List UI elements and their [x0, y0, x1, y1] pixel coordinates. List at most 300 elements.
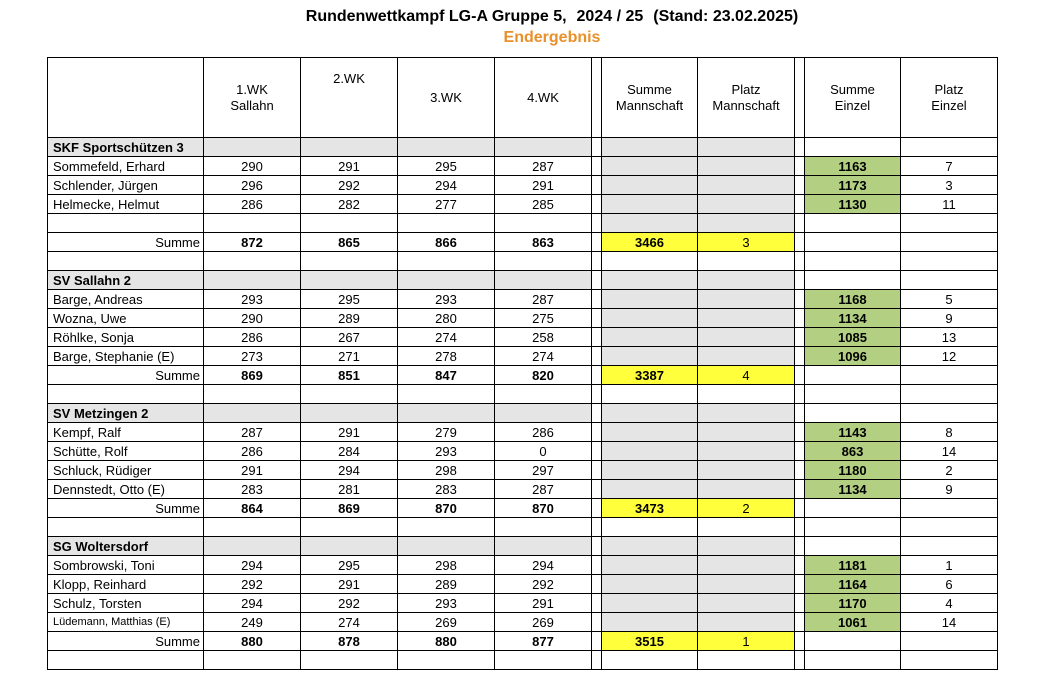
member-wk2-score: 291: [301, 575, 398, 594]
summe-empty-p: [901, 233, 998, 252]
member-summe-m: [602, 176, 698, 195]
spacer-cell: [795, 214, 805, 233]
spacer-cell: [592, 366, 602, 385]
spacer-cell: [795, 138, 805, 157]
header-summe-einzel: [805, 58, 901, 138]
member-summe-m: [602, 423, 698, 442]
summe-empty-e: [805, 632, 901, 651]
spacer-cell: [592, 176, 602, 195]
member-wk4-score: 291: [495, 176, 592, 195]
header-wk4: 4.WK: [495, 58, 592, 138]
spacer-cell: [592, 404, 602, 423]
member-wk3-score: 289: [398, 575, 495, 594]
member-wk2-score: 282: [301, 195, 398, 214]
member-wk4-score: 287: [495, 157, 592, 176]
member-wk2-score: [301, 214, 398, 233]
team-header-platz-e: [901, 404, 998, 423]
spacer-cell: [592, 58, 602, 138]
member-wk1-score: 293: [204, 290, 301, 309]
team-header-platz-m: [698, 537, 795, 556]
empty-cell: [805, 252, 901, 271]
member-wk3-score: 293: [398, 594, 495, 613]
member-rank: 9: [901, 480, 998, 499]
empty-cell: [495, 252, 592, 271]
team-total-wk2: 865: [301, 233, 398, 252]
member-name: Schütte, Rolf: [48, 442, 204, 461]
member-row: [48, 423, 998, 442]
team-header-wk4: [495, 537, 592, 556]
empty-row: [48, 518, 998, 537]
member-name: Lüdemann, Matthias (E): [48, 613, 204, 632]
header-summe-mannschaft: [602, 58, 698, 138]
team-header-wk1: [204, 537, 301, 556]
member-wk1-score: 290: [204, 157, 301, 176]
member-rank: 12: [901, 347, 998, 366]
spacer-cell: [795, 632, 805, 651]
member-wk4-score: 297: [495, 461, 592, 480]
spacer-cell: [795, 195, 805, 214]
team-header-wk1: [204, 138, 301, 157]
spacer-cell: [795, 404, 805, 423]
spacer-cell: [795, 442, 805, 461]
team-total-wk2: 851: [301, 366, 398, 385]
title-main: Rundenwettkampf LG-A Gruppe 5,: [305, 8, 567, 25]
team-sum: 3466: [602, 233, 698, 252]
member-rank: 8: [901, 423, 998, 442]
member-wk3-score: 280: [398, 309, 495, 328]
team-name: SV Sallahn 2: [48, 271, 204, 290]
member-row: [48, 575, 998, 594]
header-platz-mannschaft: [698, 58, 795, 138]
team-header-platz-e: [901, 138, 998, 157]
member-wk2-score: 284: [301, 442, 398, 461]
team-total-wk3: 866: [398, 233, 495, 252]
member-row: [48, 176, 998, 195]
member-summe-m: [602, 347, 698, 366]
spacer-cell: [592, 347, 602, 366]
team-header-platz-m: [698, 404, 795, 423]
member-wk1-score: [204, 214, 301, 233]
spacer-cell: [592, 138, 602, 157]
member-wk1-score: 290: [204, 309, 301, 328]
member-summe-m: [602, 195, 698, 214]
team-sum: 3473: [602, 499, 698, 518]
member-row: [48, 328, 998, 347]
team-header-summe-e: [805, 404, 901, 423]
empty-cell: [592, 252, 602, 271]
member-wk3-score: 279: [398, 423, 495, 442]
team-header-row: [48, 404, 998, 423]
spacer-cell: [795, 290, 805, 309]
empty-cell: [795, 252, 805, 271]
team-header-wk4: [495, 138, 592, 157]
empty-row: [48, 385, 998, 404]
empty-cell: [204, 651, 301, 670]
member-wk3-score: 293: [398, 290, 495, 309]
team-total-wk4: 820: [495, 366, 592, 385]
member-wk3-score: 298: [398, 556, 495, 575]
member-wk1-score: 294: [204, 556, 301, 575]
header-summe-m-l2: Mannschaft: [615, 97, 684, 113]
member-wk4-score: 0: [495, 442, 592, 461]
member-rank: 3: [901, 176, 998, 195]
member-summe-m: [602, 480, 698, 499]
member-summe-m: [602, 461, 698, 480]
team-header-wk3: [398, 537, 495, 556]
member-name: [48, 214, 204, 233]
empty-cell: [698, 252, 795, 271]
member-wk3-score: 283: [398, 480, 495, 499]
team-header-summe-m: [602, 138, 698, 157]
spacer-cell: [592, 613, 602, 632]
spacer-cell: [592, 442, 602, 461]
spacer-cell: [592, 632, 602, 651]
spacer-cell: [592, 157, 602, 176]
summe-empty-p: [901, 499, 998, 518]
empty-cell: [795, 518, 805, 537]
empty-cell: [204, 385, 301, 404]
member-wk3-score: 295: [398, 157, 495, 176]
empty-cell: [602, 651, 698, 670]
team-header-summe-m: [602, 537, 698, 556]
member-total: 1085: [805, 328, 901, 347]
header-wk3: 3.WK: [398, 58, 495, 138]
member-wk3-score: 277: [398, 195, 495, 214]
member-total: 1168: [805, 290, 901, 309]
team-name: SV Metzingen 2: [48, 404, 204, 423]
spacer-cell: [795, 347, 805, 366]
member-rank: 14: [901, 613, 998, 632]
spacer-cell: [795, 366, 805, 385]
member-wk1-score: 292: [204, 575, 301, 594]
empty-cell: [592, 385, 602, 404]
team-sum: 3515: [602, 632, 698, 651]
member-platz-m: [698, 214, 795, 233]
member-platz-m: [698, 176, 795, 195]
member-name: Sombrowski, Toni: [48, 556, 204, 575]
member-rank: 7: [901, 157, 998, 176]
spacer-cell: [592, 271, 602, 290]
member-platz-m: [698, 328, 795, 347]
team-rank: 3: [698, 233, 795, 252]
team-rank: 2: [698, 499, 795, 518]
spacer-cell: [592, 461, 602, 480]
spacer-cell: [592, 594, 602, 613]
empty-cell: [204, 252, 301, 271]
member-row: [48, 157, 998, 176]
member-wk2-score: 267: [301, 328, 398, 347]
team-header-wk1: [204, 271, 301, 290]
member-wk2-score: 291: [301, 157, 398, 176]
member-summe-m: [602, 309, 698, 328]
member-wk3-score: 274: [398, 328, 495, 347]
team-header-summe-e: [805, 271, 901, 290]
empty-cell: [592, 518, 602, 537]
summe-empty-e: [805, 499, 901, 518]
member-total: 1134: [805, 309, 901, 328]
header-summe-e-l1: Summe: [830, 81, 875, 97]
team-total-wk4: 863: [495, 233, 592, 252]
member-row: [48, 461, 998, 480]
spacer-cell: [592, 214, 602, 233]
member-wk1-score: 283: [204, 480, 301, 499]
spacer-cell: [795, 271, 805, 290]
empty-cell: [805, 385, 901, 404]
title-stand: (Stand: 23.02.2025): [653, 8, 799, 25]
empty-cell: [592, 651, 602, 670]
member-wk4-score: 258: [495, 328, 592, 347]
team-sum: 3387: [602, 366, 698, 385]
member-row: [48, 290, 998, 309]
member-rank: 6: [901, 575, 998, 594]
spacer-cell: [795, 58, 805, 138]
member-wk4-score: 287: [495, 290, 592, 309]
team-summe-row: [48, 499, 998, 518]
member-platz-m: [698, 157, 795, 176]
member-name: Barge, Andreas: [48, 290, 204, 309]
member-name: Klopp, Reinhard: [48, 575, 204, 594]
header-summe-e-l2: Einzel: [834, 97, 871, 113]
member-summe-m: [602, 575, 698, 594]
empty-cell: [301, 385, 398, 404]
page-subtitle: Endergebnis: [503, 29, 601, 46]
member-platz-m: [698, 613, 795, 632]
team-total-wk2: 869: [301, 499, 398, 518]
member-platz-m: [698, 480, 795, 499]
member-total: 1143: [805, 423, 901, 442]
member-rank: 2: [901, 461, 998, 480]
header-platz-e-l1: Platz: [934, 81, 964, 97]
spacer-cell: [795, 176, 805, 195]
member-total: 1180: [805, 461, 901, 480]
team-header-platz-m: [698, 271, 795, 290]
member-wk1-score: 291: [204, 461, 301, 480]
empty-cell: [48, 518, 204, 537]
member-summe-m: [602, 556, 698, 575]
empty-cell: [398, 385, 495, 404]
summe-label: Summe: [48, 366, 204, 385]
member-rank: 5: [901, 290, 998, 309]
empty-cell: [795, 651, 805, 670]
team-total-wk4: 877: [495, 632, 592, 651]
empty-row: [48, 651, 998, 670]
empty-cell: [301, 518, 398, 537]
empty-cell: [805, 651, 901, 670]
team-header-wk3: [398, 271, 495, 290]
member-name: Schluck, Rüdiger: [48, 461, 204, 480]
member-name: Wozna, Uwe: [48, 309, 204, 328]
team-total-wk3: 847: [398, 366, 495, 385]
member-name: Schlender, Jürgen: [48, 176, 204, 195]
member-rank: 11: [901, 195, 998, 214]
spacer-cell: [795, 309, 805, 328]
team-header-wk4: [495, 271, 592, 290]
member-summe-m: [602, 290, 698, 309]
empty-row: [48, 252, 998, 271]
header-platz-m-l2: Mannschaft: [712, 97, 780, 113]
spacer-cell: [592, 480, 602, 499]
member-wk4-score: 286: [495, 423, 592, 442]
member-wk4-score: 274: [495, 347, 592, 366]
member-summe-m: [602, 613, 698, 632]
spacer-cell: [795, 556, 805, 575]
team-header-wk2: [301, 404, 398, 423]
member-wk4-score: 294: [495, 556, 592, 575]
member-total: 1173: [805, 176, 901, 195]
spacer-cell: [592, 290, 602, 309]
empty-cell: [602, 252, 698, 271]
member-summe-m: [602, 214, 698, 233]
member-wk2-score: 291: [301, 423, 398, 442]
team-header-platz-e: [901, 271, 998, 290]
empty-cell: [698, 518, 795, 537]
spacer-cell: [592, 537, 602, 556]
member-row: [48, 594, 998, 613]
member-rank: 4: [901, 594, 998, 613]
header-platz-einzel: [901, 58, 998, 138]
member-platz-m: [698, 575, 795, 594]
spacer-cell: [795, 575, 805, 594]
member-platz-m: [698, 442, 795, 461]
team-header-platz-m: [698, 138, 795, 157]
member-wk3-score: 269: [398, 613, 495, 632]
member-wk1-score: 287: [204, 423, 301, 442]
member-summe-m: [602, 594, 698, 613]
page-title: [0, 7, 1038, 26]
member-name: Barge, Stephanie (E): [48, 347, 204, 366]
spacer-cell: [592, 195, 602, 214]
member-total: [805, 214, 901, 233]
member-wk3-score: [398, 214, 495, 233]
team-header-wk2: [301, 138, 398, 157]
member-wk1-score: 273: [204, 347, 301, 366]
member-wk2-score: 271: [301, 347, 398, 366]
header-wk1-label: 1.WK: [236, 81, 268, 97]
empty-cell: [495, 518, 592, 537]
member-row: [48, 309, 998, 328]
member-platz-m: [698, 290, 795, 309]
spacer-cell: [592, 499, 602, 518]
team-header-wk4: [495, 404, 592, 423]
results-table: [47, 57, 998, 670]
member-wk4-score: 275: [495, 309, 592, 328]
member-wk1-score: 286: [204, 442, 301, 461]
spacer-cell: [795, 480, 805, 499]
member-total: 1181: [805, 556, 901, 575]
member-wk4-score: 285: [495, 195, 592, 214]
member-wk3-score: 278: [398, 347, 495, 366]
team-header-summe-e: [805, 138, 901, 157]
empty-cell: [204, 518, 301, 537]
member-row: [48, 613, 998, 632]
member-wk2-score: 281: [301, 480, 398, 499]
summe-empty-e: [805, 233, 901, 252]
empty-cell: [301, 252, 398, 271]
spacer-cell: [795, 461, 805, 480]
spacer-cell: [795, 233, 805, 252]
team-header-platz-e: [901, 537, 998, 556]
member-summe-m: [602, 328, 698, 347]
team-total-wk2: 878: [301, 632, 398, 651]
spacer-cell: [795, 613, 805, 632]
empty-cell: [398, 252, 495, 271]
member-row: [48, 442, 998, 461]
member-row: [48, 214, 998, 233]
spacer-cell: [795, 499, 805, 518]
empty-cell: [805, 518, 901, 537]
header-platz-e-l2: Einzel: [931, 97, 967, 113]
team-header-wk1: [204, 404, 301, 423]
empty-cell: [795, 385, 805, 404]
member-platz-m: [698, 423, 795, 442]
team-rank: 1: [698, 632, 795, 651]
header-summe-m-l1: Summe: [627, 81, 672, 97]
team-header-row: [48, 537, 998, 556]
team-header-wk2: [301, 271, 398, 290]
member-rank: 13: [901, 328, 998, 347]
empty-cell: [495, 651, 592, 670]
team-header-row: [48, 271, 998, 290]
member-rank: 1: [901, 556, 998, 575]
team-header-wk3: [398, 138, 495, 157]
spacer-cell: [592, 556, 602, 575]
empty-cell: [901, 651, 998, 670]
member-name: Helmecke, Helmut: [48, 195, 204, 214]
summe-empty-p: [901, 366, 998, 385]
member-platz-m: [698, 461, 795, 480]
member-name: Schulz, Torsten: [48, 594, 204, 613]
member-platz-m: [698, 309, 795, 328]
member-wk2-score: 295: [301, 290, 398, 309]
team-total-wk1: 864: [204, 499, 301, 518]
empty-cell: [48, 252, 204, 271]
member-wk3-score: 293: [398, 442, 495, 461]
team-header-wk2: [301, 537, 398, 556]
team-total-wk4: 870: [495, 499, 592, 518]
member-wk4-score: 291: [495, 594, 592, 613]
member-wk1-score: 249: [204, 613, 301, 632]
title-season: 2024 / 25: [576, 8, 644, 25]
member-row: [48, 480, 998, 499]
team-name: SKF Sportschützen 3: [48, 138, 204, 157]
member-platz-m: [698, 195, 795, 214]
summe-empty-e: [805, 366, 901, 385]
member-row: [48, 195, 998, 214]
header-platz-m-l1: Platz: [731, 81, 761, 97]
empty-cell: [48, 385, 204, 404]
empty-cell: [495, 385, 592, 404]
spacer-cell: [592, 309, 602, 328]
empty-cell: [301, 651, 398, 670]
member-wk1-score: 286: [204, 195, 301, 214]
spacer-cell: [795, 594, 805, 613]
summe-label: Summe: [48, 632, 204, 651]
member-name: Dennstedt, Otto (E): [48, 480, 204, 499]
header-name-cell: [48, 58, 204, 138]
member-total: 1164: [805, 575, 901, 594]
spacer-cell: [592, 423, 602, 442]
team-total-wk1: 880: [204, 632, 301, 651]
team-total-wk1: 869: [204, 366, 301, 385]
header-row: [48, 58, 998, 138]
spacer-cell: [795, 423, 805, 442]
member-total: 863: [805, 442, 901, 461]
member-summe-m: [602, 157, 698, 176]
member-summe-m: [602, 442, 698, 461]
empty-cell: [602, 385, 698, 404]
team-total-wk3: 870: [398, 499, 495, 518]
team-summe-row: [48, 632, 998, 651]
